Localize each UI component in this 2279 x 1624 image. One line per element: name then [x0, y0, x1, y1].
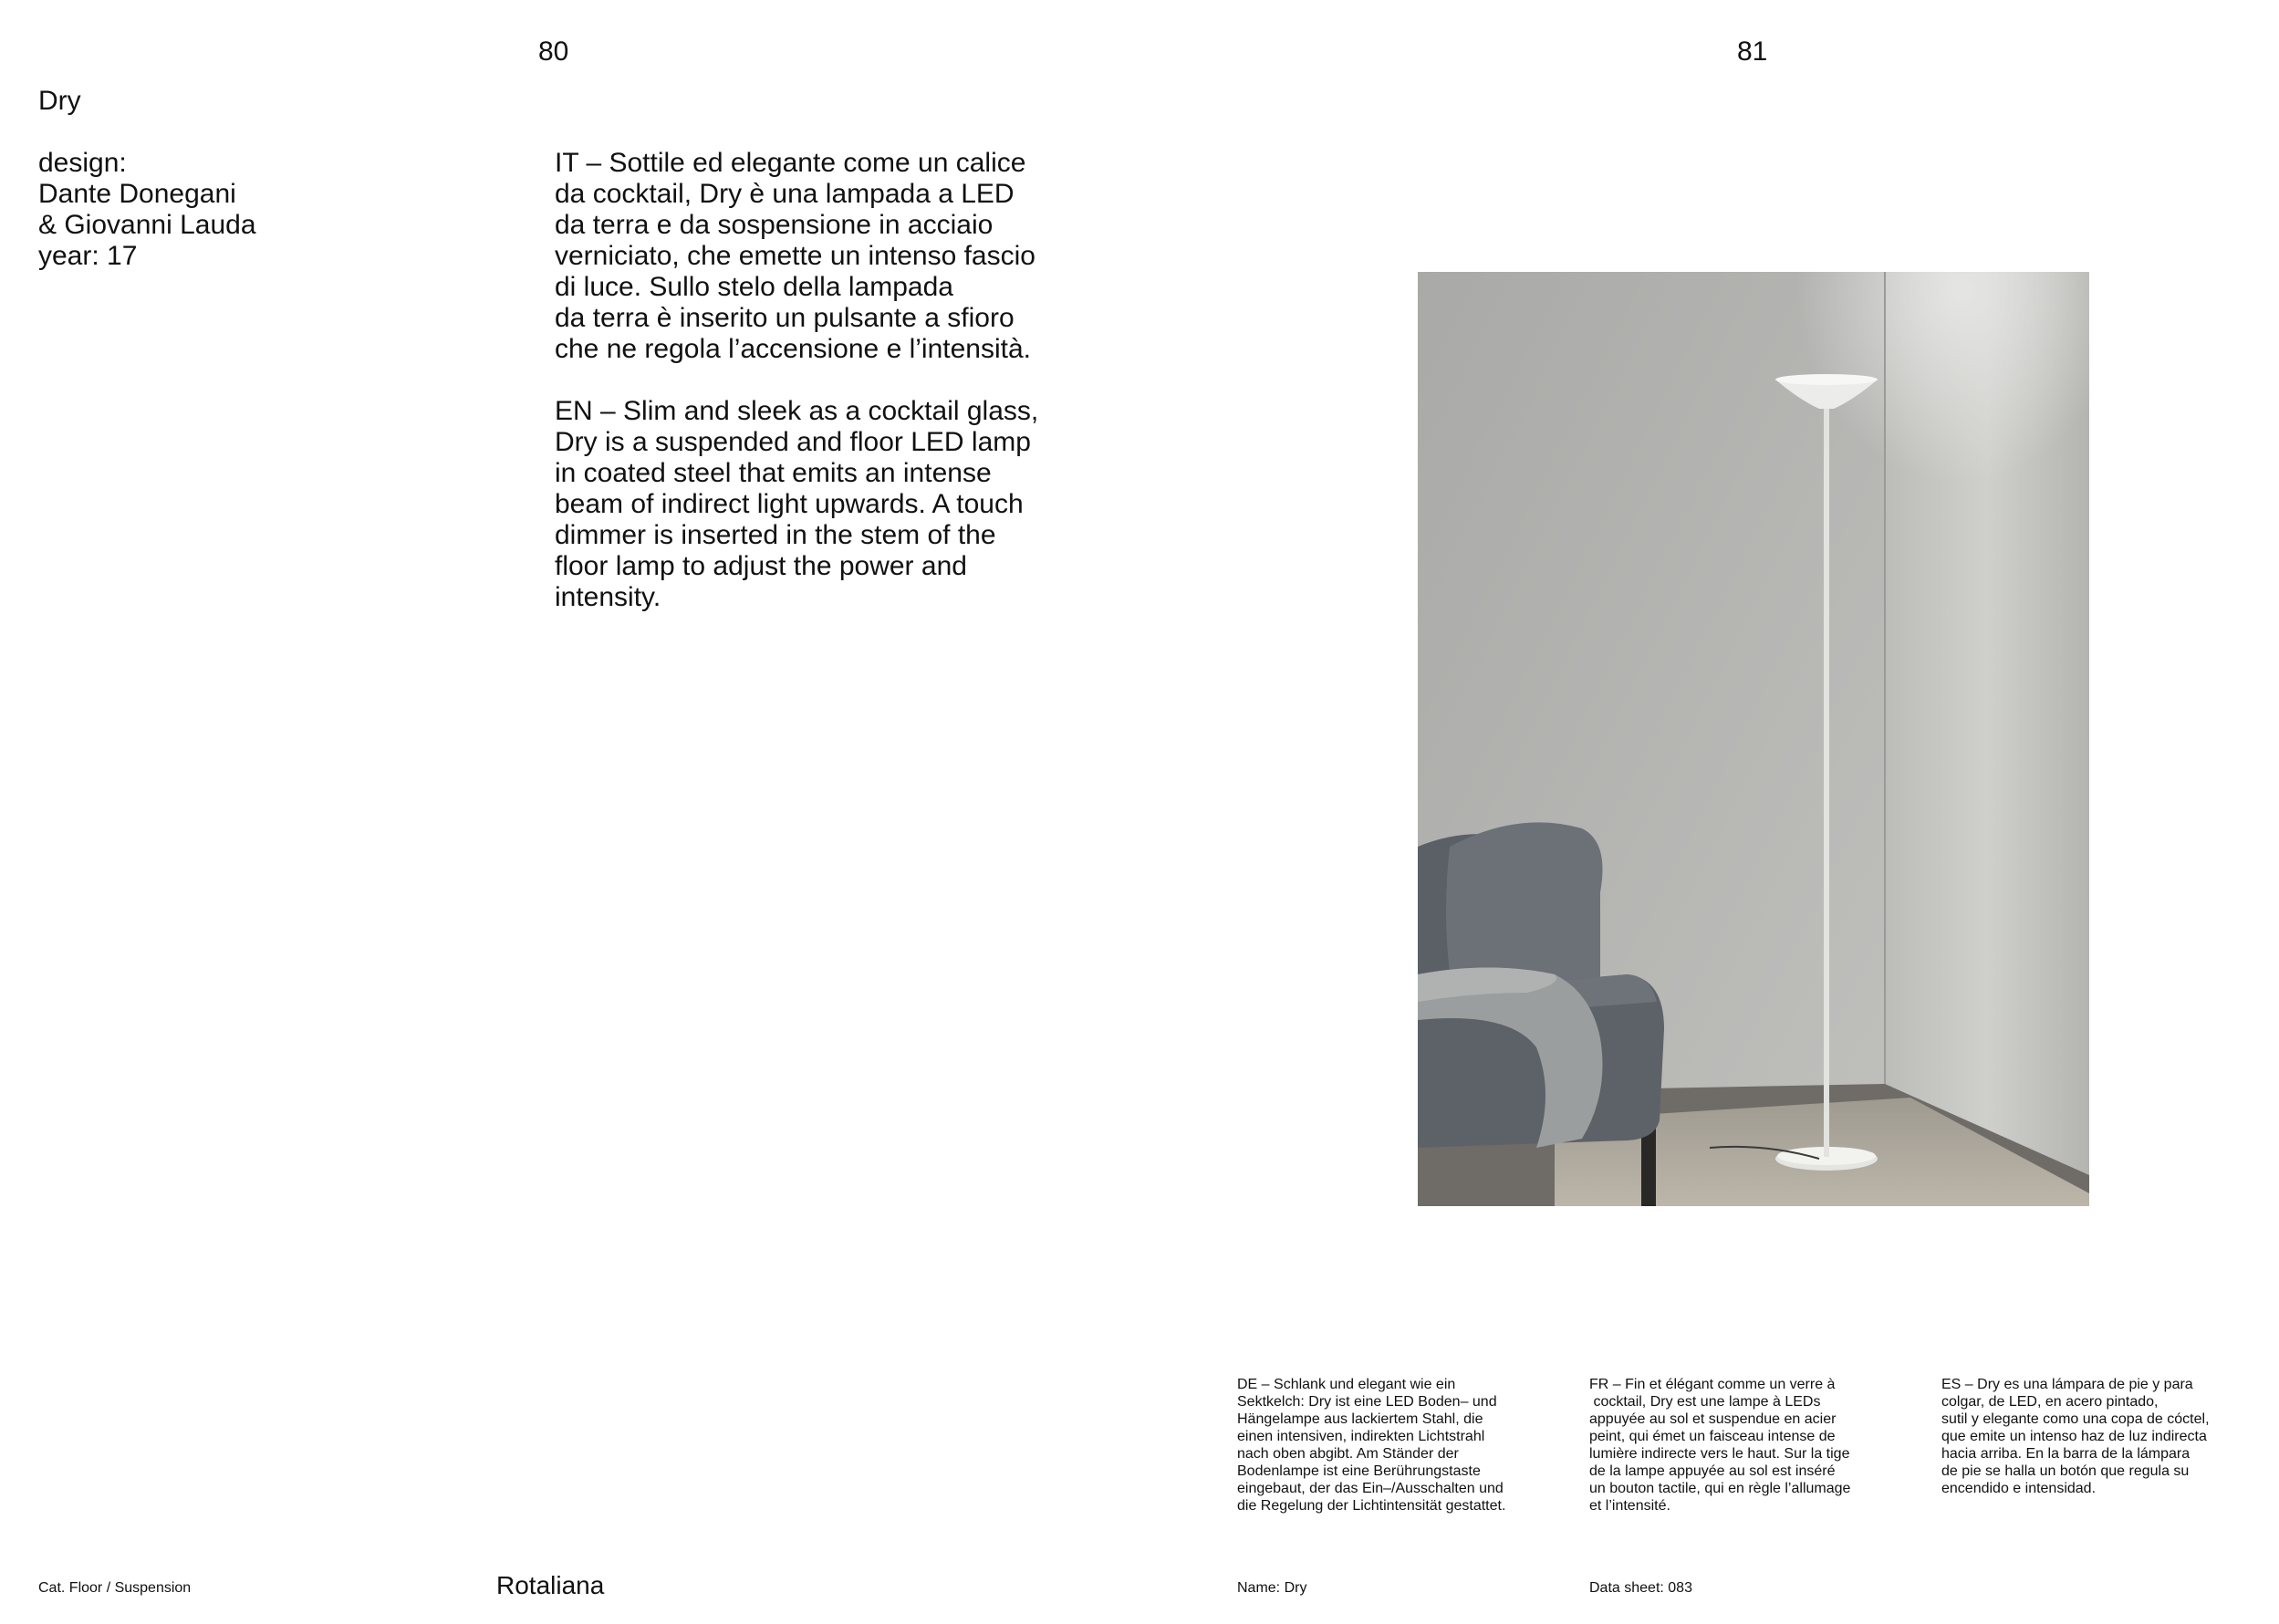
description-italian	[555, 148, 1120, 365]
text-line: che ne regola l’accensione e l’intensità.	[555, 334, 1031, 364]
text-line: de la lampe appuyée au sol est inséré	[1589, 1463, 1836, 1479]
meta-line: & Giovanni Lauda	[38, 210, 256, 240]
text-line: da terra è inserito un pulsante a sfioro	[555, 303, 1015, 333]
meta-line: design:	[38, 148, 127, 178]
text-line: IT – Sottile ed elegante come un calice	[555, 148, 1026, 178]
text-line: appuyée au sol et suspendue en acier	[1589, 1411, 1837, 1427]
text-line: in coated steel that emits an intense	[555, 458, 992, 488]
description-german	[1237, 1376, 1556, 1515]
text-line: eingebaut, der das Ein–/Ausschalten und	[1237, 1481, 1504, 1496]
text-line: intensity.	[555, 582, 661, 612]
description-main	[555, 148, 1120, 613]
page-number-left: 80	[538, 36, 569, 67]
meta-line: Dante Donegani	[38, 179, 236, 209]
text-line: nach oben abgibt. Am Ständer der	[1237, 1446, 1459, 1462]
text-line: Dry is a suspended and floor LED lamp	[555, 427, 1031, 457]
text-line: Bodenlampe ist eine Berührungstaste	[1237, 1463, 1481, 1479]
text-line: EN – Slim and sleek as a cocktail glass,	[555, 396, 1039, 426]
footer-data-sheet: Data sheet: 083	[1589, 1580, 1692, 1596]
text-line: verniciato, che emette un intenso fascio	[555, 241, 1035, 271]
text-line: da terra e da sospensione in acciaio	[555, 210, 994, 240]
text-line: floor lamp to adjust the power and	[555, 551, 967, 581]
text-line: da cocktail, Dry è una lampada a LED	[555, 179, 1015, 209]
product-photo	[1418, 272, 2089, 1206]
text-line: FR – Fin et élégant comme un verre à	[1589, 1377, 1836, 1392]
text-line: einen intensiven, indirekten Lichtstrahl	[1237, 1429, 1485, 1444]
text-line: cocktail, Dry est une lampe à LEDs	[1589, 1394, 1821, 1410]
text-line: et l’intensité.	[1589, 1498, 1670, 1514]
product-name: Dry	[38, 86, 81, 116]
page-number-right: 81	[1737, 36, 1768, 67]
text-line: peint, qui émet un faisceau intense de	[1589, 1429, 1836, 1444]
text-line: colgar, de LED, en acero pintado,	[1941, 1394, 2159, 1410]
text-line: di luce. Sullo stelo della lampada	[555, 272, 953, 302]
text-line: Hängelampe aus lackiertem Stahl, die	[1237, 1411, 1483, 1427]
text-line: de pie se halla un botón que regula su	[1941, 1463, 2190, 1479]
text-line: que emite un intenso haz de luz indirecta	[1941, 1429, 2207, 1444]
text-line: beam of indirect light upwards. A touch	[555, 489, 1024, 519]
meta-line: year: 17	[38, 241, 138, 271]
design-credits	[38, 148, 256, 272]
text-line: un bouton tactile, qui en règle l’allumage	[1589, 1481, 1851, 1496]
text-line: ES – Dry es una lámpara de pie y para	[1941, 1377, 2193, 1392]
text-line: Sektkelch: Dry ist eine LED Boden– und	[1237, 1394, 1497, 1410]
text-line: DE – Schlank und elegant wie ein	[1237, 1377, 1456, 1392]
description-english	[555, 396, 1120, 613]
description-spanish	[1941, 1376, 2261, 1497]
text-line: dimmer is inserted in the stem of the	[555, 520, 996, 550]
text-line: hacia arriba. En la barra de la lámpara	[1941, 1446, 2191, 1462]
text-line: lumière indirecte vers le haut. Sur la tige	[1589, 1446, 1850, 1462]
description-french	[1589, 1376, 1909, 1515]
footer-category: Cat. Floor / Suspension	[38, 1580, 192, 1596]
footer-product-name: Name: Dry	[1237, 1580, 1307, 1596]
text-line: sutil y elegante como una copa de cóctel,	[1941, 1411, 2210, 1427]
brand-name: Rotaliana	[496, 1571, 605, 1599]
text-line: encendido e intensidad.	[1941, 1481, 2097, 1496]
text-line: die Regelung der Lichtintensität gestattet.	[1237, 1498, 1506, 1514]
